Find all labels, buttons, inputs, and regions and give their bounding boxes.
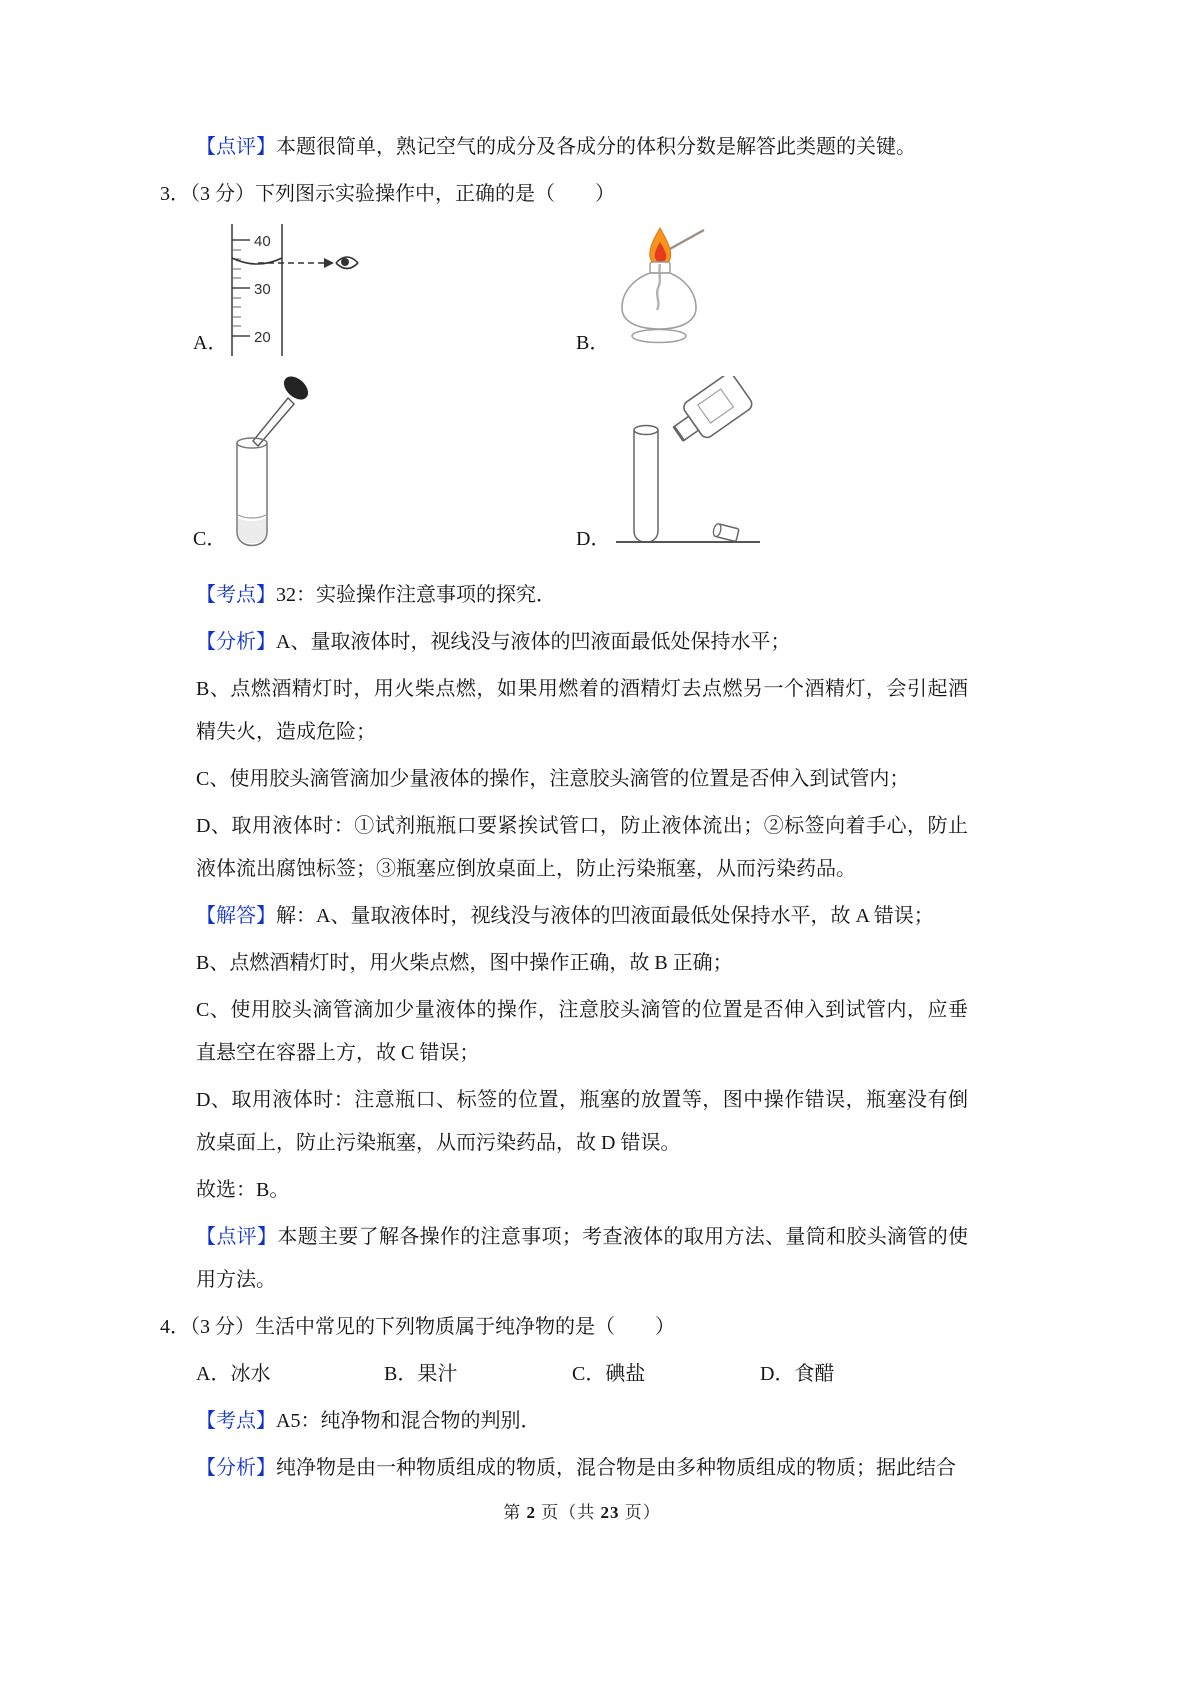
prev-comment-text: 本题很简单，熟记空气的成分及各成分的体积分数是解答此类题的关键。 (276, 136, 916, 158)
footer-prefix: 第 (503, 1503, 527, 1522)
q3-kaodian (196, 574, 968, 617)
question-3-figures (193, 222, 968, 564)
figure-a-label: A． (193, 332, 228, 354)
question-4-title: 4．（3 分）生活中常见的下列物质属于纯净物的是（ ） (160, 1316, 675, 1338)
scale-30-label: 30 (254, 281, 271, 298)
q3-kaodian-text: 32：实验操作注意事项的探究． (276, 584, 556, 606)
dropper-bulb (280, 372, 313, 404)
q3-jieda-a (196, 895, 968, 938)
q3-fenxi-c: C、使用胶头滴管滴加少量液体的操作，注意胶头滴管的位置是否伸入到试管内； (196, 768, 910, 790)
q3-jieda-c: C、使用胶头滴管滴加少量液体的操作，注意胶头滴管的位置是否伸入到试管内，应垂直悬空在容器上方，故 C 错误； (196, 999, 968, 1064)
q4-option-c: C．碘盐 (572, 1363, 646, 1385)
scale-40-label: 40 (254, 233, 271, 250)
tag-jieda: 【解答】 (196, 905, 276, 927)
q4-option-d: D．食醋 (760, 1363, 835, 1385)
q3-dianping (196, 1216, 968, 1302)
q3-fenxi-a (196, 621, 968, 664)
q3-fenxi-b: B、点燃酒精灯时，用火柴点燃，如果用燃着的酒精灯去点燃另一个酒精灯，会引起酒精失火，造成危险； (196, 678, 968, 743)
match-stick (668, 230, 704, 250)
tag-kaodian-2: 【考点】 (196, 1410, 276, 1432)
question-4-options (196, 1353, 968, 1396)
q4-fenxi-text: 纯净物是由一种物质组成的物质，混合物是由多种物质组成的物质；据此结合 (276, 1457, 956, 1479)
test-tube-mouth (237, 438, 267, 448)
q4-fenxi (196, 1447, 968, 1490)
test-tube-mouth (634, 426, 658, 435)
paragraph-prev-comment (196, 126, 968, 169)
lamp-base (632, 330, 686, 343)
footer-page-number: 2 (526, 1503, 536, 1522)
alcohol-lamp-diagram (608, 226, 710, 352)
tag-fenxi: 【分析】 (196, 631, 276, 653)
dropper-test-tube-diagram (224, 372, 320, 558)
tag-dianping: 【点评】 (196, 136, 276, 158)
eye-icon (336, 257, 358, 269)
figure-a (224, 224, 360, 356)
q4-option-a: A．冰水 (196, 1363, 271, 1385)
bottle-stopper (712, 523, 739, 542)
q3-jieda-a-text: 解：A、量取液体时，视线没与液体的凹液面最低处保持水平，故 A 错误； (276, 905, 934, 927)
figure-b-label: B． (576, 332, 610, 354)
tag-fenxi-2: 【分析】 (196, 1457, 276, 1479)
figure-c (224, 372, 320, 558)
figure-d-label: D． (576, 528, 611, 550)
sight-arrow (324, 258, 334, 268)
q3-fenxi-d: D、取用液体时：①试剂瓶瓶口要紧挨试管口，防止液体流出；②标签向着手心，防止液体流出腐蚀标签；③瓶塞应倒放桌面上，防止污染瓶塞，从而污染药品。 (196, 815, 968, 880)
scale-20-label: 20 (254, 329, 271, 346)
tag-kaodian: 【考点】 (196, 584, 276, 606)
question-3-title: 3．（3 分）下列图示实验操作中，正确的是（ ） (160, 183, 615, 205)
figure-d (614, 376, 762, 554)
q3-jieda-d: D、取用液体时：注意瓶口、标签的位置，瓶塞的放置等，图中操作错误，瓶塞没有倒放桌面上，防止污染瓶塞，从而污染药品，故 D 错误。 (196, 1089, 968, 1154)
q4-kaodian-text: A5：纯净物和混合物的判别． (276, 1410, 541, 1432)
liquid-fill (238, 518, 266, 543)
footer-suffix: 页） (619, 1503, 661, 1522)
page-footer (196, 1498, 968, 1523)
q3-answer: 故选：B。 (196, 1179, 290, 1201)
q3-jieda-b: B、点燃酒精灯时，用火柴点燃，图中操作正确，故 B 正确； (196, 952, 733, 974)
pouring-liquid-diagram (614, 376, 762, 554)
q4-kaodian (196, 1400, 968, 1443)
test-tube-bottom (634, 531, 658, 542)
footer-mid: 页（共 (536, 1503, 601, 1522)
q3-dianping-text: 本题主要了解各操作的注意事项；考查液体的取用方法、量筒和胶头滴管的使用方法。 (196, 1226, 969, 1291)
figure-b (608, 226, 710, 352)
liquid-surface (238, 515, 266, 518)
reagent-bottle (666, 376, 754, 450)
figure-c-label: C． (193, 528, 227, 550)
footer-total-pages: 23 (600, 1503, 620, 1522)
q4-option-b: B．果汁 (384, 1363, 458, 1385)
tag-dianping-2: 【点评】 (196, 1226, 278, 1248)
measuring-cylinder-diagram (224, 224, 360, 356)
q3-fenxi-a-text: A、量取液体时，视线没与液体的凹液面最低处保持水平； (276, 631, 791, 653)
